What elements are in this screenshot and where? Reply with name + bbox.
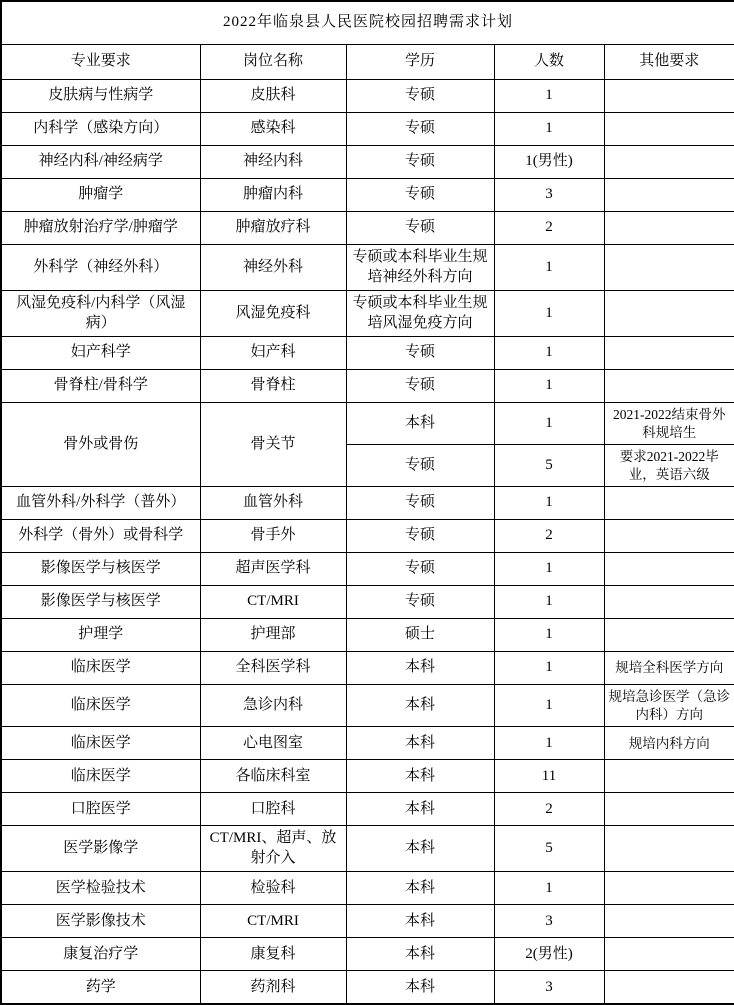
position-cell: 神经内科: [200, 146, 346, 179]
position-cell: 骨关节: [200, 403, 346, 487]
count-cell: 1: [494, 727, 604, 760]
table-row: [1, 905, 734, 938]
position-cell: 皮肤科: [200, 80, 346, 113]
other-requirements-cell: [604, 938, 734, 971]
position-cell: 妇产科: [200, 337, 346, 370]
other-requirements-cell: [604, 370, 734, 403]
education-cell: 本科: [346, 727, 494, 760]
other-requirements-cell: [604, 553, 734, 586]
table-row: [1, 938, 734, 971]
education-cell: 本科: [346, 905, 494, 938]
position-cell: CT/MRI: [200, 586, 346, 619]
major-cell: 神经内科/神经病学: [1, 146, 200, 179]
other-requirements-cell: [604, 760, 734, 793]
position-cell: CT/MRI: [200, 905, 346, 938]
major-cell: 皮肤病与性病学: [1, 80, 200, 113]
count-cell: 1: [494, 291, 604, 337]
education-cell: 专硕: [346, 586, 494, 619]
major-cell: 医学影像学: [1, 826, 200, 872]
page-title: 2022年临泉县人民医院校园招聘需求计划: [1, 1, 734, 45]
count-cell: 5: [494, 445, 604, 487]
major-cell: 骨外或骨伤: [1, 403, 200, 487]
education-cell: 专硕: [346, 80, 494, 113]
count-cell: 1: [494, 872, 604, 905]
table-row: [1, 113, 734, 146]
count-cell: 1: [494, 553, 604, 586]
table-row: [1, 337, 734, 370]
education-cell: 专硕: [346, 146, 494, 179]
education-cell: 专硕: [346, 370, 494, 403]
position-cell: 护理部: [200, 619, 346, 652]
table-row: [1, 727, 734, 760]
major-cell: 内科学（感染方向）: [1, 113, 200, 146]
count-cell: 2(男性): [494, 938, 604, 971]
position-cell: 口腔科: [200, 793, 346, 826]
position-cell: 神经外科: [200, 245, 346, 291]
other-requirements-cell: [604, 793, 734, 826]
major-cell: 外科学（骨外）或骨科学: [1, 520, 200, 553]
requirements-table-body: [1, 80, 734, 1005]
table-row: [1, 619, 734, 652]
column-header-education: 学历: [346, 45, 494, 80]
count-cell: 1(男性): [494, 146, 604, 179]
table-row: [1, 370, 734, 403]
count-cell: 1: [494, 652, 604, 685]
major-cell: 医学检验技术: [1, 872, 200, 905]
other-requirements-cell: [604, 971, 734, 1005]
education-cell: 专硕: [346, 487, 494, 520]
table-row: [1, 760, 734, 793]
table-row: [1, 146, 734, 179]
major-cell: 临床医学: [1, 685, 200, 727]
column-header-position: 岗位名称: [200, 45, 346, 80]
major-cell: 药学: [1, 971, 200, 1005]
position-cell: 肿瘤内科: [200, 179, 346, 212]
major-cell: 肿瘤放射治疗学/肿瘤学: [1, 212, 200, 245]
major-cell: 临床医学: [1, 652, 200, 685]
other-requirements-cell: 2021-2022结束骨外科规培生: [604, 403, 734, 445]
major-cell: 血管外科/外科学（普外）: [1, 487, 200, 520]
other-requirements-cell: 规培内科方向: [604, 727, 734, 760]
table-row: [1, 872, 734, 905]
count-cell: 2: [494, 793, 604, 826]
table-row: [1, 80, 734, 113]
other-requirements-cell: [604, 146, 734, 179]
education-cell: 本科: [346, 826, 494, 872]
education-cell: 本科: [346, 938, 494, 971]
table-row: [1, 212, 734, 245]
count-cell: 3: [494, 971, 604, 1005]
other-requirements-cell: [604, 245, 734, 291]
table-row: [1, 403, 734, 445]
count-cell: 1: [494, 487, 604, 520]
table-row: [1, 245, 734, 291]
table-row: [1, 291, 734, 337]
table-row: [1, 793, 734, 826]
other-requirements-cell: [604, 487, 734, 520]
major-cell: 骨脊柱/骨科学: [1, 370, 200, 403]
table-row: [1, 487, 734, 520]
major-cell: 影像医学与核医学: [1, 586, 200, 619]
position-cell: CT/MRI、超声、放射介入: [200, 826, 346, 872]
education-cell: 专硕: [346, 520, 494, 553]
major-cell: 妇产科学: [1, 337, 200, 370]
title-row: [1, 1, 734, 45]
major-cell: 风湿免疫科/内科学（风湿病）: [1, 291, 200, 337]
education-cell: 专硕或本科毕业生规培神经外科方向: [346, 245, 494, 291]
other-requirements-cell: [604, 905, 734, 938]
major-cell: 肿瘤学: [1, 179, 200, 212]
count-cell: 2: [494, 520, 604, 553]
count-cell: 1: [494, 619, 604, 652]
position-cell: 肿瘤放疗科: [200, 212, 346, 245]
position-cell: 血管外科: [200, 487, 346, 520]
position-cell: 康复科: [200, 938, 346, 971]
column-header-other: 其他要求: [604, 45, 734, 80]
major-cell: 口腔医学: [1, 793, 200, 826]
table-row: [1, 520, 734, 553]
education-cell: 本科: [346, 793, 494, 826]
position-cell: 药剂科: [200, 971, 346, 1005]
count-cell: 1: [494, 586, 604, 619]
table-row: [1, 179, 734, 212]
education-cell: 本科: [346, 403, 494, 445]
education-cell: 硕士: [346, 619, 494, 652]
other-requirements-cell: [604, 872, 734, 905]
position-cell: 急诊内科: [200, 685, 346, 727]
count-cell: 1: [494, 80, 604, 113]
other-requirements-cell: [604, 586, 734, 619]
education-cell: 本科: [346, 760, 494, 793]
table-row: [1, 553, 734, 586]
other-requirements-cell: [604, 113, 734, 146]
count-cell: 11: [494, 760, 604, 793]
position-cell: 各临床科室: [200, 760, 346, 793]
other-requirements-cell: [604, 619, 734, 652]
education-cell: 本科: [346, 971, 494, 1005]
education-cell: 专硕: [346, 445, 494, 487]
position-cell: 超声医学科: [200, 553, 346, 586]
column-header-count: 人数: [494, 45, 604, 80]
count-cell: 1: [494, 245, 604, 291]
other-requirements-cell: [604, 826, 734, 872]
position-cell: 感染科: [200, 113, 346, 146]
other-requirements-cell: [604, 179, 734, 212]
count-cell: 1: [494, 113, 604, 146]
position-cell: 检验科: [200, 872, 346, 905]
education-cell: 本科: [346, 685, 494, 727]
header-row: [1, 45, 734, 80]
table-row: [1, 685, 734, 727]
major-cell: 影像医学与核医学: [1, 553, 200, 586]
table-row: [1, 586, 734, 619]
count-cell: 1: [494, 337, 604, 370]
major-cell: 康复治疗学: [1, 938, 200, 971]
table-row: [1, 826, 734, 872]
other-requirements-cell: [604, 337, 734, 370]
other-requirements-cell: 要求2021-2022毕业，英语六级: [604, 445, 734, 487]
major-cell: 临床医学: [1, 760, 200, 793]
education-cell: 本科: [346, 652, 494, 685]
other-requirements-cell: [604, 212, 734, 245]
count-cell: 1: [494, 370, 604, 403]
education-cell: 专硕: [346, 212, 494, 245]
count-cell: 1: [494, 403, 604, 445]
position-cell: 骨手外: [200, 520, 346, 553]
other-requirements-cell: 规培全科医学方向: [604, 652, 734, 685]
position-cell: 心电图室: [200, 727, 346, 760]
count-cell: 5: [494, 826, 604, 872]
education-cell: 专硕或本科毕业生规培风湿免疫方向: [346, 291, 494, 337]
education-cell: 专硕: [346, 337, 494, 370]
education-cell: 专硕: [346, 113, 494, 146]
count-cell: 1: [494, 685, 604, 727]
education-cell: 专硕: [346, 179, 494, 212]
table-row: [1, 652, 734, 685]
count-cell: 2: [494, 212, 604, 245]
count-cell: 3: [494, 905, 604, 938]
count-cell: 3: [494, 179, 604, 212]
major-cell: 医学影像技术: [1, 905, 200, 938]
column-header-major: 专业要求: [1, 45, 200, 80]
other-requirements-cell: 规培急诊医学（急诊内科）方向: [604, 685, 734, 727]
education-cell: 本科: [346, 872, 494, 905]
table-row: [1, 971, 734, 1005]
other-requirements-cell: [604, 80, 734, 113]
other-requirements-cell: [604, 520, 734, 553]
position-cell: 风湿免疫科: [200, 291, 346, 337]
major-cell: 临床医学: [1, 727, 200, 760]
major-cell: 外科学（神经外科）: [1, 245, 200, 291]
education-cell: 专硕: [346, 553, 494, 586]
position-cell: 全科医学科: [200, 652, 346, 685]
position-cell: 骨脊柱: [200, 370, 346, 403]
other-requirements-cell: [604, 291, 734, 337]
major-cell: 护理学: [1, 619, 200, 652]
